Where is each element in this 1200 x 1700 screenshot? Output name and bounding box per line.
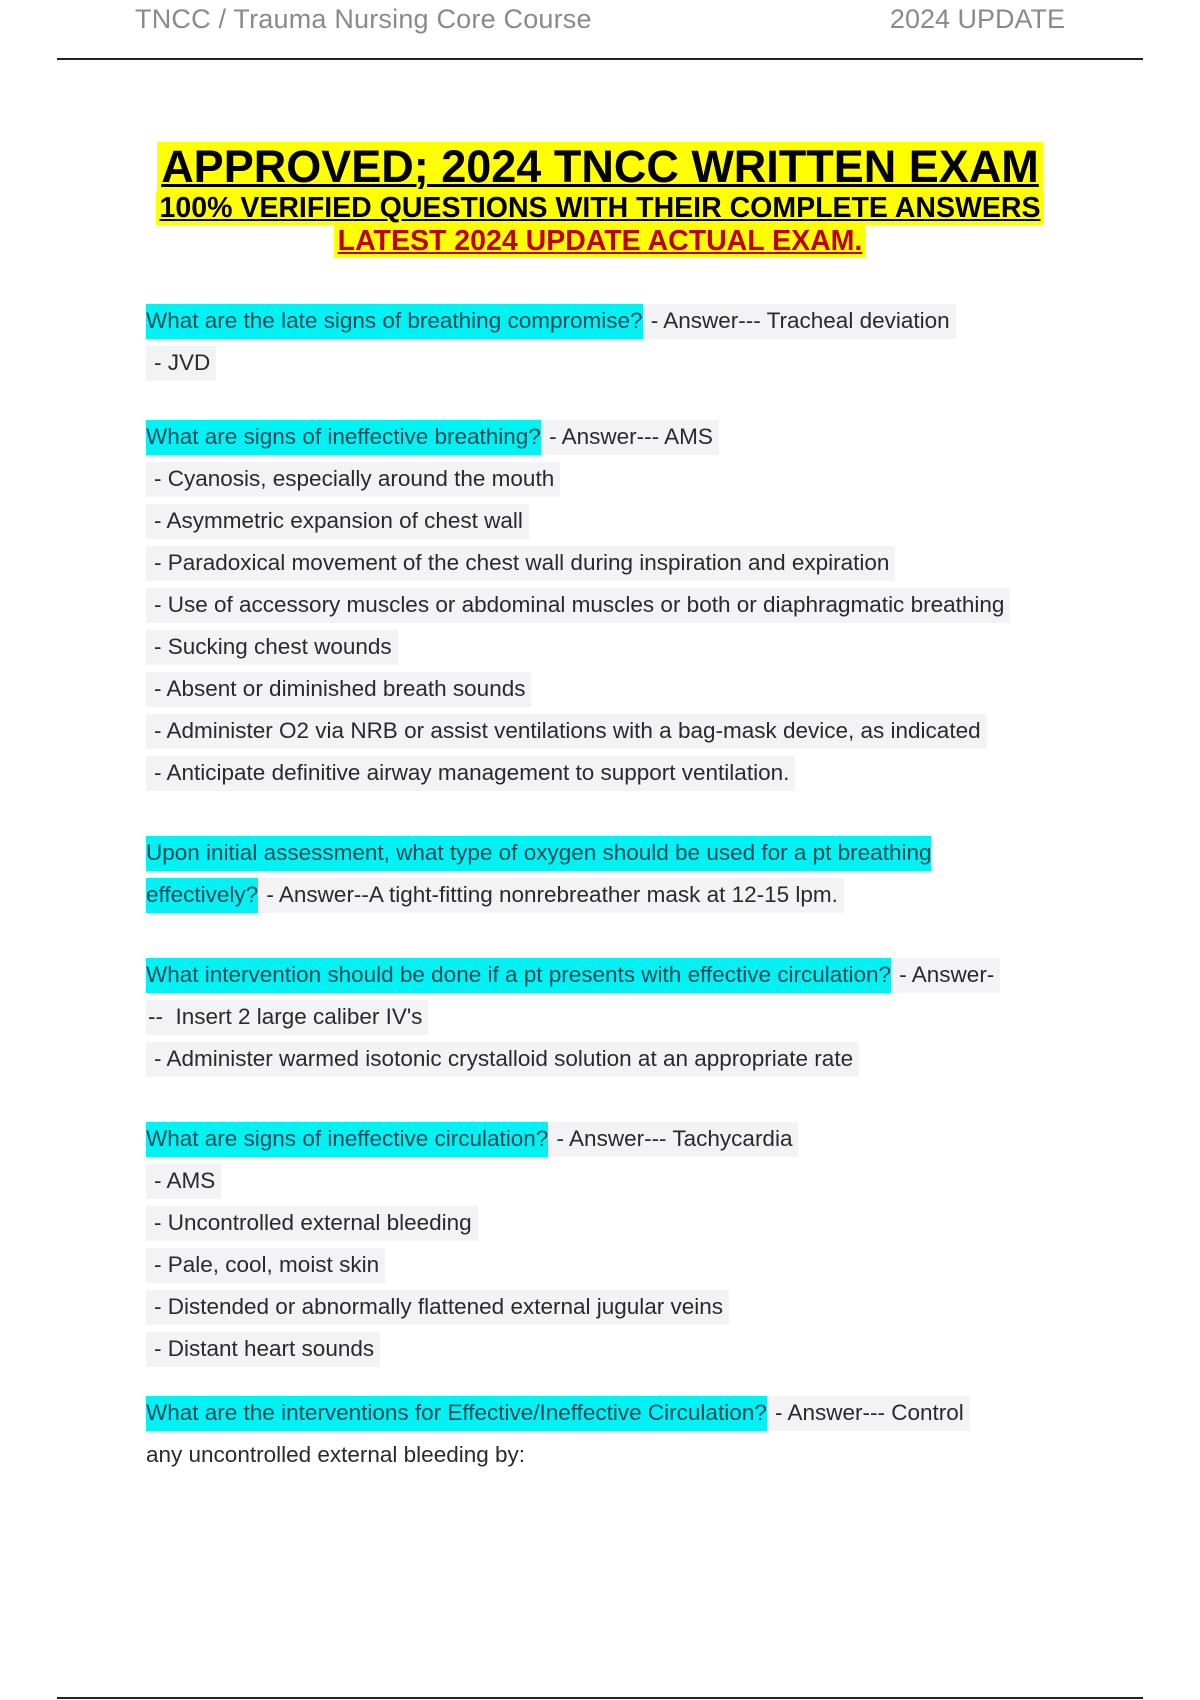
answer-line: [146, 542, 1096, 584]
question-text: What are the late signs of breathing compromise?: [146, 304, 643, 339]
answer-text: - Answer--- Tachycardia: [548, 1122, 798, 1157]
answer-item: - Sucking chest wounds: [146, 630, 398, 665]
question-text: Upon initial assessment, what type of oxygen should be used for a pt breathing: [146, 836, 931, 871]
answer-item: - Absent or diminished breath sounds: [146, 672, 531, 707]
answer-item: - Asymmetric expansion of chest wall: [146, 504, 529, 539]
qa-item: [146, 300, 1096, 384]
answer-line: [146, 1038, 1096, 1080]
answer-line: [146, 996, 1096, 1038]
answer-line: [146, 626, 1096, 668]
answer-line: [146, 1328, 1096, 1370]
answer-line: [146, 710, 1096, 752]
answer-line: [146, 500, 1096, 542]
answer-line: [146, 752, 1096, 794]
qa-question-line: [146, 954, 1096, 996]
answer-line: [146, 668, 1096, 710]
qa-item: [146, 416, 1096, 794]
question-text: What intervention should be done if a pt presents with effective circulation?: [146, 958, 891, 993]
answer-line: [146, 584, 1096, 626]
page-header: [57, 0, 1143, 60]
qa-item: [146, 832, 1096, 916]
qa-item: [146, 1118, 1096, 1370]
answer-item: - JVD: [146, 346, 216, 381]
answer-line: [146, 1434, 1096, 1476]
answer-text: - Answer--A tight-fitting nonrebreather mask at 12-15 lpm.: [258, 878, 844, 913]
title-subtitle: 100% VERIFIED QUESTIONS WITH THEIR COMPLETE ANSWERS: [156, 192, 1045, 225]
answer-line: [146, 458, 1096, 500]
title-main: APPROVED; 2024 TNCC WRITTEN EXAM: [157, 142, 1043, 192]
qa-item: [146, 954, 1096, 1080]
answer-line: [146, 1286, 1096, 1328]
answer-text: - Answer--- Tracheal deviation: [643, 304, 956, 339]
answer-line: [146, 1160, 1096, 1202]
answer-text: - Answer-: [891, 958, 1000, 993]
answer-text: - Answer--- Control: [767, 1396, 970, 1431]
answer-item: - Pale, cool, moist skin: [146, 1248, 385, 1283]
qa-question-line: [146, 300, 1096, 342]
qa-question-line: [146, 832, 1096, 874]
answer-item: - Use of accessory muscles or abdominal muscles or both or diaphragmatic breathing: [146, 588, 1010, 623]
question-text: What are the interventions for Effective/Ineffective Circulation?: [146, 1396, 767, 1431]
footer-rule: [57, 1697, 1143, 1699]
qa-question-line: [146, 1118, 1096, 1160]
header-course-title: TNCC / Trauma Nursing Core Course: [135, 4, 592, 34]
question-text: effectively?: [146, 878, 258, 913]
answer-item: - Cyanosis, especially around the mouth: [146, 462, 560, 497]
answer-item: - AMS: [146, 1164, 221, 1199]
question-text: What are signs of ineffective circulation?: [146, 1122, 548, 1157]
answer-line: [146, 342, 1096, 384]
answer-item: - Administer warmed isotonic crystalloid solution at an appropriate rate: [146, 1042, 859, 1077]
answer-item: - Distended or abnormally flattened external jugular veins: [146, 1290, 729, 1325]
qa-question-line: [146, 1392, 1096, 1434]
answer-item: - Paradoxical movement of the chest wall during inspiration and expiration: [146, 546, 895, 581]
answer-line: [146, 1244, 1096, 1286]
answer-item: - Uncontrolled external bleeding: [146, 1206, 478, 1241]
answer-item: - Administer O2 via NRB or assist ventilations with a bag-mask device, as indicated: [146, 714, 987, 749]
qa-question-line: [146, 416, 1096, 458]
question-text: What are signs of ineffective breathing?: [146, 420, 541, 455]
answer-item: - Distant heart sounds: [146, 1332, 380, 1367]
answer-line: [146, 1202, 1096, 1244]
title-tagline: LATEST 2024 UPDATE ACTUAL EXAM.: [334, 225, 867, 258]
qa-question-line: [146, 874, 1096, 916]
answer-text: - Answer--- AMS: [541, 420, 719, 455]
document-title: [0, 142, 1200, 258]
answer-item: any uncontrolled external bleeding by:: [146, 1442, 526, 1467]
answer-item: -- Insert 2 large caliber IV's: [146, 1000, 428, 1035]
qa-content: [146, 300, 1096, 1516]
qa-item: [146, 1392, 1096, 1476]
header-update-label: 2024 UPDATE: [889, 4, 1065, 34]
answer-item: - Anticipate definitive airway management to support ventilation.: [146, 756, 795, 791]
